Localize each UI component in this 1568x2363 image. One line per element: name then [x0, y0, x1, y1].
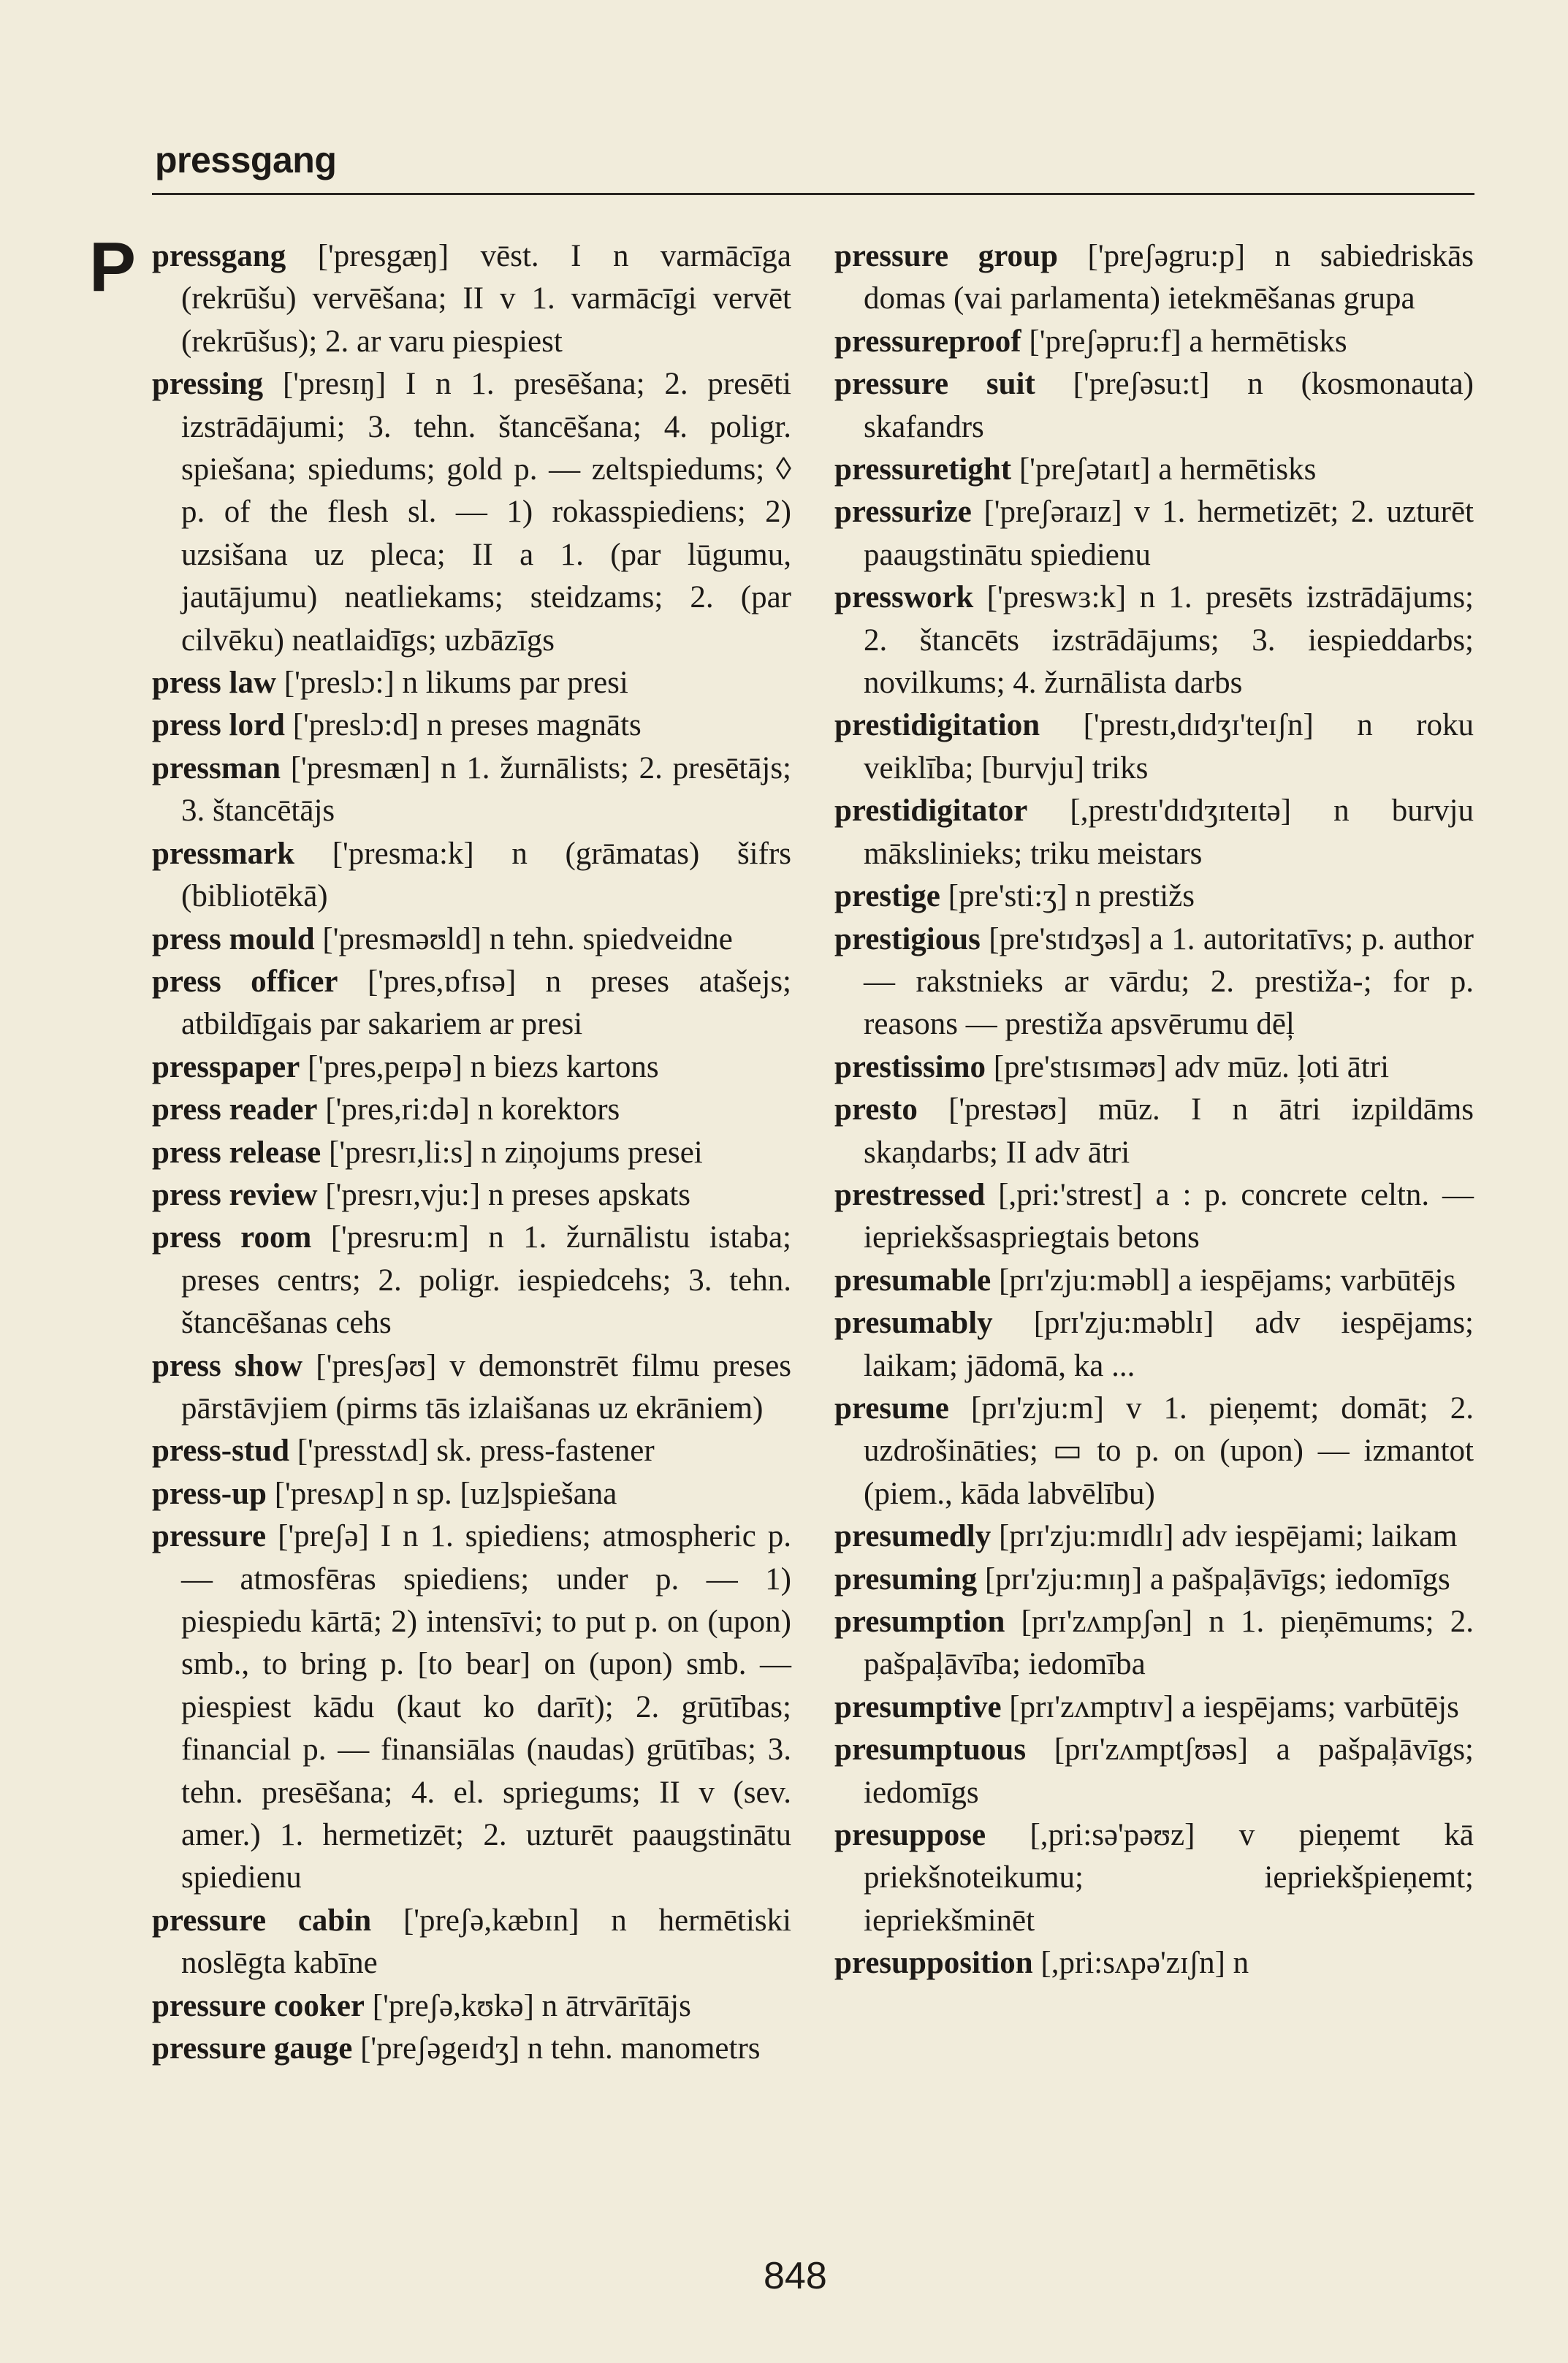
entry-headword: pressureproof: [834, 324, 1021, 359]
dictionary-entry: [834, 321, 1474, 363]
entry-definition: ['preʃə,kæbɪn] n hermētiski noslēgta kabīne: [181, 1903, 791, 1981]
dictionary-entry: [834, 1942, 1474, 1985]
entry-definition: ['preʃəgeɪdʒ] n tehn. manometrs: [360, 2031, 761, 2066]
entry-headword: press review: [152, 1177, 318, 1212]
entry-definition: ['preʃətaɪt] a hermētisks: [1019, 452, 1317, 487]
dictionary-entry: [834, 790, 1474, 875]
entry-definition: ['presru:m] n 1. žurnālistu istaba; preses centrs; 2. poligr. iespiedcehs; 3. tehn. štancēšanas cehs: [181, 1220, 792, 1341]
entry-definition: [,pri:'strest] a : p. concrete celtn. — iepriekšsaspriegtais betons: [864, 1177, 1474, 1255]
entry-headword: prestressed: [834, 1177, 986, 1212]
entry-definition: ['preʃəpru:f] a hermētisks: [1029, 324, 1347, 359]
entry-headword: press mould: [152, 921, 315, 956]
entry-definition: [prɪ'zju:məbl] a iespējams; varbūtējs: [998, 1263, 1456, 1298]
dictionary-entry: [152, 1174, 791, 1217]
entry-definition: [prɪ'zʌmptʃʊəs] a pašpaļāvīgs; iedomīgs: [864, 1732, 1474, 1810]
dictionary-entry: [834, 1302, 1474, 1388]
entry-headword: pressure gauge: [152, 2031, 353, 2066]
entry-headword: press release: [152, 1135, 321, 1170]
dictionary-entry: [834, 1729, 1474, 1814]
entry-definition: ['presʌp] n sp. [uz]spiešana: [274, 1476, 617, 1511]
running-head: pressgang: [155, 140, 337, 180]
entry-headword: pressure: [152, 1519, 267, 1554]
entry-definition: ['presrɪ,vju:] n preses apskats: [325, 1177, 690, 1212]
dictionary-entry: [152, 363, 791, 662]
entry-definition: ['presɪŋ] I n 1. presēšana; 2. presēti izstrādājumi; 3. tehn. štancēšana; 4. poligr. spiešana; spiedums; gold p. — zeltspiedums; ◊ p. of the flesh sl. — 1) rokasspiediens; 2) uzsišana uz pleca; II a 1. (par lūgumu, jautājumu) neatliekams; steidzams; 2. (par cilvēku) neatlaidīgs; uzbāzīgs: [181, 367, 792, 658]
entry-definition: ['presma:k] n (grāmatas) šifrs (bibliotēkā): [181, 836, 791, 914]
entry-headword: prestidigitation: [834, 708, 1040, 743]
entry-headword: pressure group: [834, 239, 1058, 273]
entry-definition: ['pres,ɒfɪsə] n preses atašejs; atbildīgais par sakariem ar presi: [181, 964, 792, 1042]
entry-headword: presupposition: [834, 1946, 1033, 1981]
entry-definition: ['preslɔ:] n likums par presi: [283, 666, 628, 701]
dictionary-entry: [834, 1814, 1474, 1942]
dictionary-entry: [152, 1345, 791, 1431]
entry-headword: pressman: [152, 750, 281, 785]
entry-headword: presuming: [834, 1561, 978, 1597]
entry-definition: ['preslɔ:d] n preses magnāts: [292, 708, 642, 743]
entry-definition: [pre'stɪdʒəs] a 1. autoritatīvs; p. author — rakstnieks ar vārdu; 2. prestiža-; for p. reasons — prestiža apsvērumu dēļ: [864, 921, 1474, 1042]
entry-headword: presto: [834, 1092, 918, 1127]
dictionary-entry: [834, 1046, 1474, 1089]
entry-definition: [pre'stɪsɪməʊ] adv mūz. ļoti ātri: [993, 1049, 1390, 1084]
entry-definition: [prɪ'zju:mɪdlɪ] adv iespējami; laikam: [998, 1519, 1458, 1554]
entry-definition: [,pri:sə'pəʊz] v pieņemt kā priekšnoteikumu; iepriekšpieņemt; iepriekšminēt: [864, 1818, 1474, 1938]
entry-definition: [prɪ'zju:m] v 1. pieņemt; domāt; 2. uzdrošināties; ▭ to p. on (upon) — izmantot (piem., kāda labvēlību): [864, 1390, 1474, 1511]
entry-headword: presswork: [834, 580, 974, 615]
entry-headword: pressure cabin: [152, 1903, 372, 1938]
entry-headword: presumptuous: [834, 1732, 1027, 1768]
dictionary-entry: [152, 704, 791, 747]
entry-definition: ['preʃəgru:p] n sabiedriskās domas (vai parlamenta) ietekmēšanas grupa: [864, 239, 1474, 316]
entry-headword: prestigious: [834, 921, 981, 956]
entry-definition: [prɪ'zju:mɪŋ] a pašpaļāvīgs; iedomīgs: [984, 1561, 1450, 1597]
entry-headword: presumptive: [834, 1689, 1002, 1724]
entry-headword: press-up: [152, 1476, 267, 1511]
dictionary-entry: [152, 918, 791, 961]
entry-headword: press show: [152, 1348, 303, 1383]
dictionary-entry: [834, 235, 1474, 321]
entry-definition: [,prestɪ'dɪdʒɪteɪtə] n burvju mākslinieks; triku meistars: [864, 794, 1474, 871]
dictionary-entry: [834, 1388, 1474, 1515]
entry-definition: ['preʃə] I n 1. spiediens; atmospheric p. — atmosfēras spiediens; under p. — 1) piespiedu kārtā; 2) intensīvi; to put p. on (upon) smb., to bring p. [to bear] on (upon) smb. — piespiest kādu (kaut ko darīt); 2. grūtības; financial p. — finansiālas (naudas) grūtības; 3. tehn. presēšana; 4. el. spriegums; II v (sev. amer.) 1. hermetizēt; 2. uzturēt paaugstinātu spiedienu: [181, 1519, 791, 1895]
entry-definition: ['presrɪ,li:s] n ziņojums presei: [329, 1135, 703, 1170]
entry-headword: presspaper: [152, 1049, 300, 1084]
entry-definition: [prɪ'zʌmptɪv] a iespējams; varbūtējs: [1009, 1689, 1459, 1724]
entry-headword: pressuretight: [834, 452, 1012, 487]
dictionary-entry: [834, 1515, 1474, 1558]
dictionary-entry: [152, 1430, 791, 1472]
entry-definition: ['preʃə,kʊkə] n ātrvārītājs: [372, 1988, 691, 2023]
left-column: [152, 235, 791, 2070]
dictionary-entry: [152, 1132, 791, 1174]
entry-definition: ['pres,ri:də] n korektors: [325, 1092, 620, 1127]
entry-headword: presumable: [834, 1263, 992, 1298]
entry-definition: [pre'sti:ʒ] n prestižs: [948, 879, 1195, 914]
entry-headword: pressmark: [152, 836, 295, 871]
entry-headword: pressure suit: [834, 367, 1035, 402]
entry-definition: ['pres,peɪpə] n biezs kartons: [308, 1049, 659, 1084]
entry-definition: [prɪ'zju:məblɪ] adv iespējams; laikam; jādomā, ka ...: [864, 1306, 1474, 1383]
dictionary-entry: [152, 833, 791, 918]
dictionary-entry: [834, 704, 1474, 790]
entry-headword: presumption: [834, 1605, 1005, 1639]
entry-definition: ['presʃəʊ] v demonstrēt filmu preses pārstāvjiem (pirms tās izlaišanas uz ekrāniem): [181, 1348, 792, 1426]
dictionary-entry: [152, 961, 791, 1046]
dictionary-entry: [152, 1046, 791, 1089]
entry-headword: presume: [834, 1390, 949, 1426]
dictionary-entry: [152, 2028, 791, 2070]
dictionary-entry: [834, 1174, 1474, 1260]
dictionary-entry: [834, 577, 1474, 704]
entry-headword: prestidigitator: [834, 794, 1028, 829]
entry-headword: press-stud: [152, 1434, 289, 1469]
entry-headword: pressing: [152, 367, 264, 402]
entry-definition: ['preʃəsu:t] n (kosmonauta) skafandrs: [864, 367, 1474, 444]
dictionary-entry: [834, 491, 1474, 577]
dictionary-entry: [152, 235, 791, 363]
section-letter: P: [89, 228, 137, 306]
right-column: [834, 235, 1474, 1985]
entry-headword: prestissimo: [834, 1049, 986, 1084]
dictionary-entry: [152, 1515, 791, 1900]
dictionary-entry: [834, 875, 1474, 918]
entry-headword: pressure cooker: [152, 1988, 365, 2023]
entry-definition: ['prestɪ,dɪdʒɪ'teɪʃn] n roku veiklība; [burvju] triks: [864, 708, 1474, 785]
dictionary-entry: [834, 1260, 1474, 1302]
entry-headword: pressgang: [152, 239, 286, 273]
entry-definition: [prɪ'zʌmpʃən] n 1. pieņēmums; 2. pašpaļāvība; iedomība: [864, 1605, 1474, 1682]
dictionary-entry: [834, 918, 1474, 1046]
entry-definition: [,pri:sʌpə'zɪʃn] n: [1040, 1946, 1249, 1981]
entry-headword: press reader: [152, 1092, 318, 1127]
dictionary-entry: [152, 662, 791, 704]
entry-definition: ['presməʊld] n tehn. spiedveidne: [322, 921, 733, 956]
dictionary-entry: [834, 1089, 1474, 1174]
entry-headword: press law: [152, 666, 277, 701]
dictionary-entry: [834, 1601, 1474, 1686]
dictionary-entry: [152, 1473, 791, 1515]
dictionary-entry: [834, 363, 1474, 449]
dictionary-entry: [834, 1686, 1474, 1729]
header-rule: [152, 193, 1474, 195]
page-number: 848: [764, 2255, 827, 2297]
entry-headword: presuppose: [834, 1818, 986, 1853]
dictionary-entry: [834, 1559, 1474, 1601]
entry-headword: pressurize: [834, 495, 972, 530]
entry-headword: press officer: [152, 964, 338, 999]
entry-definition: ['presgæŋ] vēst. I n varmācīga (rekrūšu) vervēšana; II v 1. varmācīgi vervēt (rekrūšus); 2. ar varu piespiest: [181, 239, 791, 359]
dictionary-entry: [152, 1900, 791, 1985]
entry-headword: presumably: [834, 1306, 993, 1341]
dictionary-entry: [152, 1985, 791, 2028]
dictionary-entry: [152, 1217, 791, 1344]
entry-definition: ['preswɜ:k] n 1. presēts izstrādājums; 2. štancēts izstrādājums; 3. iespieddarbs; novilkums; 4. žurnālista darbs: [864, 580, 1474, 701]
entry-definition: ['preʃəraɪz] v 1. hermetizēt; 2. uzturēt paaugstinātu spiedienu: [864, 495, 1474, 572]
entry-definition: ['presmæn] n 1. žurnālists; 2. presētājs; 3. štancētājs: [181, 750, 792, 829]
entry-headword: press room: [152, 1220, 312, 1255]
entry-headword: presumedly: [834, 1519, 992, 1554]
dictionary-entry: [834, 449, 1474, 491]
dictionary-entry: [152, 1089, 791, 1131]
entry-definition: ['prestəʊ] mūz. I n ātri izpildāms skaņdarbs; II adv ātri: [864, 1092, 1474, 1170]
dictionary-entry: [152, 747, 791, 833]
entry-headword: press lord: [152, 708, 285, 743]
entry-definition: ['presstʌd] sk. press-fastener: [297, 1434, 655, 1469]
entry-headword: prestige: [834, 879, 940, 914]
